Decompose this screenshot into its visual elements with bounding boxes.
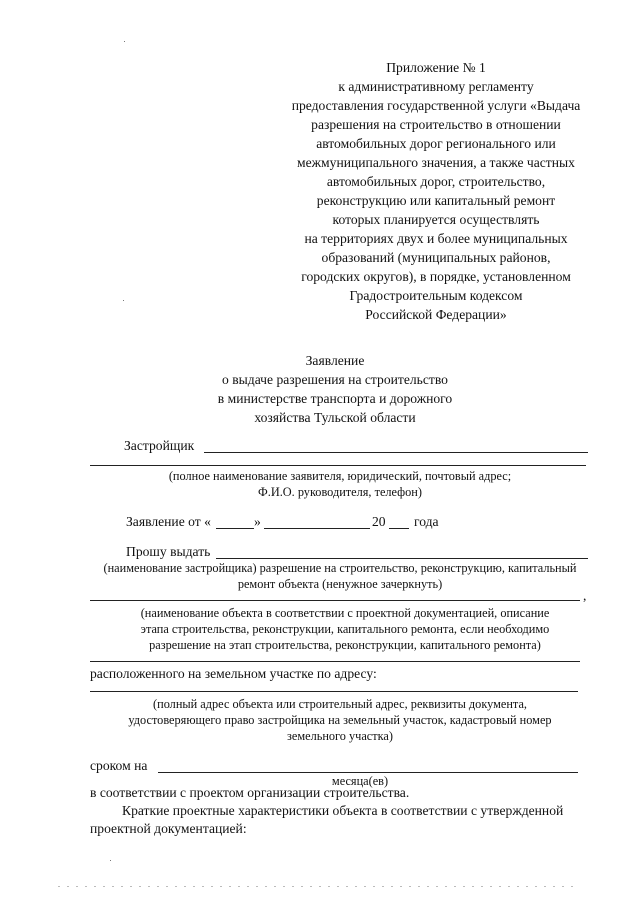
scan-speck (123, 300, 124, 301)
appendix-line: разрешения на строительство в отношении (311, 117, 561, 132)
term-label: сроком на (90, 758, 148, 773)
request-hint: ремонт объекта (ненужное зачеркнуть) (237, 577, 443, 591)
appendix-line: автомобильных дорог регионального или (316, 136, 556, 151)
address-hint: удостоверяющего право застройщика на земельный участок, кадастровый номер (128, 713, 552, 727)
scan-noise (58, 886, 578, 887)
object-comma: , (583, 588, 587, 603)
appendix-line: на территориях двух и более муниципальных (304, 231, 568, 246)
object-hint: разрешение на этап строительства, реконструкции, капитального ремонта) (149, 638, 541, 652)
request-developer-input[interactable] (216, 544, 588, 559)
appendix-line: образований (муниципальных районов, (321, 250, 551, 265)
developer-label: Застройщик (124, 438, 195, 453)
appendix-line: автомобильных дорог, строительство, (326, 174, 546, 189)
request-hint: (наименование застройщика) разрешение на строительство, реконструкцию, капитальный (103, 561, 577, 575)
title-line: о выдаче разрешения на строительство (222, 372, 448, 387)
object-name-input-line-2[interactable] (90, 647, 580, 662)
object-name-input[interactable] (90, 586, 580, 601)
brief-characteristics-text: Краткие проектные характеристики объекта в соответствии с утвержденной (122, 803, 564, 818)
request-label: Прошу выдать (126, 544, 211, 559)
brief-characteristics-text: проектной документацией: (90, 821, 247, 836)
term-input[interactable] (158, 758, 578, 773)
date-day-input[interactable] (216, 514, 254, 529)
appendix-line: предоставления государственной услуги «Выдача (291, 98, 581, 113)
developer-input-line-2[interactable] (90, 451, 586, 466)
appendix-line: которых планируется осуществлять (332, 212, 540, 227)
appendix-header (268, 58, 604, 324)
scan-speck (110, 860, 111, 861)
appendix-line: к административному регламенту (338, 79, 534, 94)
developer-hint: Ф.И.О. руководителя, телефон) (258, 485, 422, 499)
appendix-line: Градостроительным кодексом (349, 288, 523, 303)
date-label: Заявление от « (126, 514, 211, 529)
scan-speck (124, 41, 125, 42)
title-line: Заявление (305, 353, 365, 368)
address-hint: (полный адрес объекта или строительный адрес, реквизиты документа, (153, 697, 527, 711)
address-input[interactable] (90, 677, 578, 692)
title-line: хозяйства Тульской области (254, 410, 416, 425)
appendix-line: Российской Федерации» (365, 307, 507, 322)
term-hint: месяца(ев) (331, 774, 389, 788)
date-year-prefix: 20 (372, 514, 386, 529)
date-month-input[interactable] (264, 514, 370, 529)
date-year-input[interactable] (389, 514, 409, 529)
date-year-suffix: года (414, 514, 439, 529)
date-quote-close: » (254, 514, 261, 529)
appendix-line: Приложение № 1 (386, 60, 486, 75)
developer-hint: (полное наименование заявителя, юридический, почтовый адрес; (168, 469, 512, 483)
object-hint: этапа строительства, реконструкции, капитального ремонта, если необходимо (140, 622, 550, 636)
accordance-text: в соответствии с проектом организации строительства. (90, 785, 410, 800)
title-line: в министерстве транспорта и дорожного (217, 391, 453, 406)
located-label: расположенного на земельном участке по адресу: (90, 666, 377, 681)
appendix-line: межмуниципального значения, а также частных (297, 155, 575, 170)
appendix-line: реконструкцию или капитальный ремонт (316, 193, 556, 208)
address-hint: земельного участка) (287, 729, 393, 743)
appendix-line: городских округов), в порядке, установленном (301, 269, 571, 284)
document-title (190, 351, 480, 427)
object-hint: (наименование объекта в соответствии с проектной документацией, описание (140, 606, 550, 620)
